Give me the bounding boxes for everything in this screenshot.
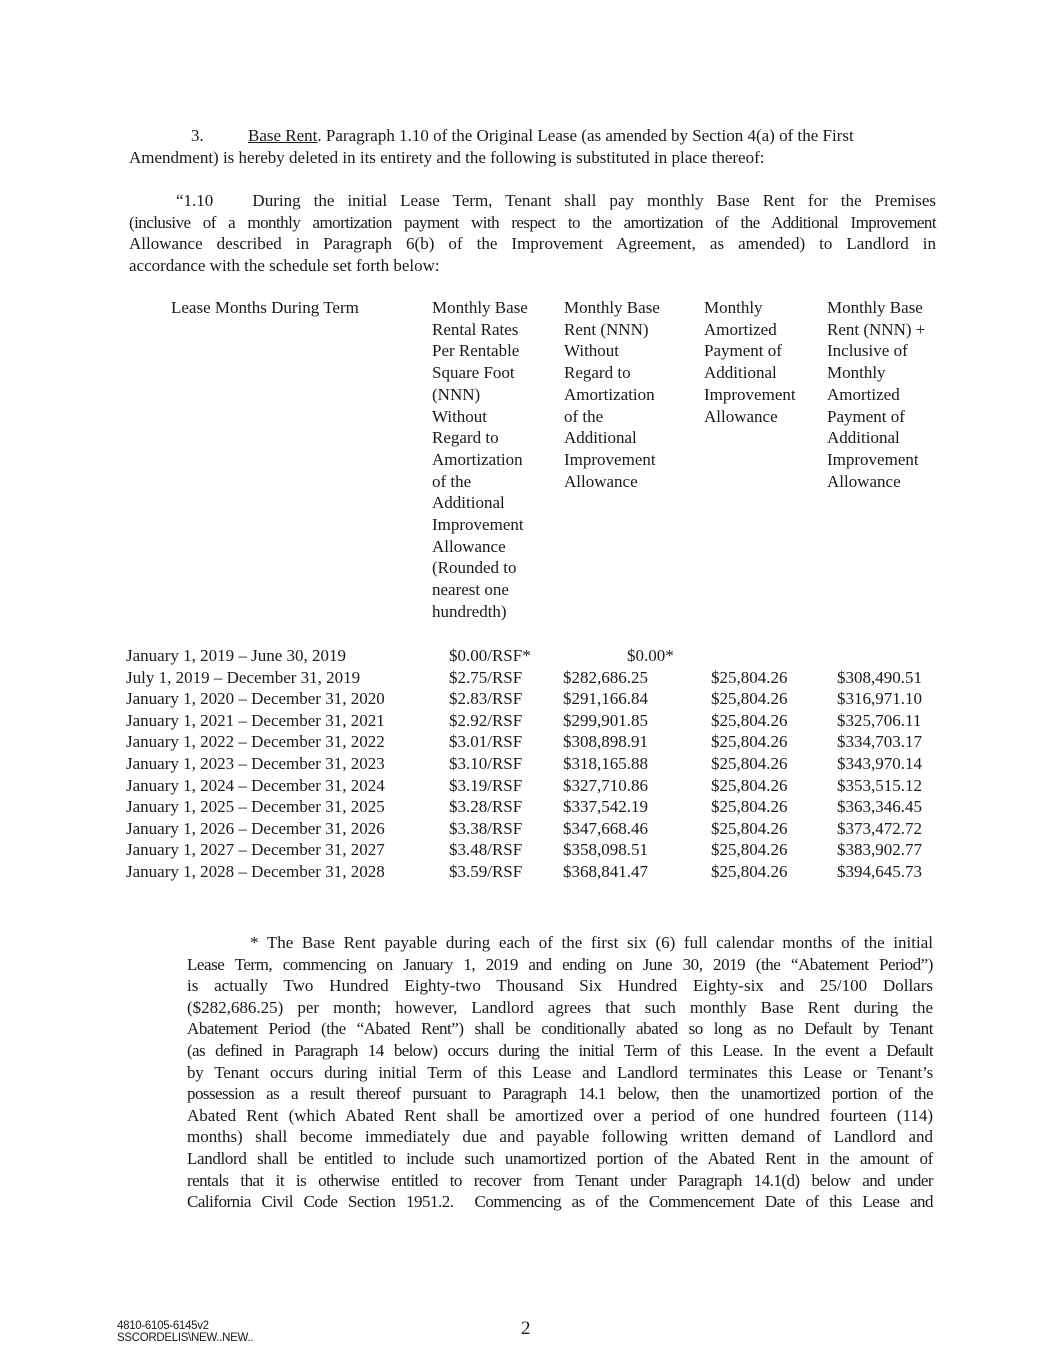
- header-line: Allowance: [432, 536, 506, 556]
- cell-amortized-payment: $25,804.26: [711, 710, 788, 730]
- header-line: of the: [432, 471, 472, 491]
- paragraph-1-10: [129, 190, 936, 276]
- footnote-line: * The Base Rent payable during each of the first six (6) full calendar months of the initial: [250, 933, 933, 952]
- cell-lease-period: January 1, 2023 – December 31, 2023: [126, 754, 385, 773]
- document-id: [117, 1320, 253, 1344]
- footnote-line: Abatement Period (the “Abated Rent”) shall be conditionally abated so long as no Default by Tenant: [187, 1019, 933, 1039]
- header-line: nearest one: [432, 580, 509, 600]
- header-line: Per Rentable: [432, 341, 520, 361]
- header-line: Without: [564, 341, 620, 361]
- cell-monthly-base-rent: $282,686.25: [563, 667, 648, 687]
- cell-amortized-payment: $25,804.26: [711, 732, 788, 752]
- section-3-intro: [129, 125, 936, 168]
- header-line: Amortization: [564, 384, 655, 404]
- cell-total-monthly-rent: $308,490.51: [837, 667, 922, 687]
- paragraph-line: (inclusive of a monthly amortization payment with respect to the amortization of the Additional Improvement: [129, 212, 936, 232]
- header-line: Regard to: [432, 428, 499, 448]
- header-line: Rental Rates: [432, 319, 519, 339]
- cell-lease-period: January 1, 2027 – December 31, 2027: [126, 840, 385, 860]
- cell-lease-period: January 1, 2021 – December 31, 2021: [126, 710, 385, 730]
- cell-total-monthly-rent: $383,902.77: [837, 840, 922, 860]
- header-line: Monthly Base: [827, 298, 923, 317]
- header-line: Payment of: [827, 406, 905, 426]
- header-line: Monthly Base: [432, 298, 528, 317]
- footnote-line: is actually Two Hundred Eighty-two Thousand Six Hundred Eighty-six and 25/100 Dollars: [187, 976, 933, 996]
- footnote-line: Landlord shall be entitled to include such unamortized portion of the Abated Rent in the amount of: [187, 1148, 933, 1168]
- header-line: Allowance: [704, 406, 778, 426]
- col-header-total-rent: [827, 297, 925, 492]
- cell-monthly-base-rent: $308,898.91: [563, 732, 648, 752]
- footnote-line: California Civil Code Section 1951.2. Commencing as of the Commencement Date of this Lease and: [187, 1192, 933, 1212]
- header-line: Monthly: [704, 298, 763, 317]
- cell-amortized-payment: $25,804.26: [711, 797, 788, 817]
- table-row: [0, 667, 1055, 689]
- cell-total-monthly-rent: $373,472.72: [837, 818, 922, 838]
- table-row: [0, 645, 1055, 667]
- section-intro-rest: . Paragraph 1.10 of the Original Lease (as amended by Section 4(a) of the First: [317, 126, 854, 145]
- section-title: Base Rent: [248, 126, 318, 145]
- cell-total-monthly-rent: $363,346.45: [837, 797, 922, 817]
- table-row: [0, 839, 1055, 861]
- header-line: hundredth): [432, 601, 507, 621]
- header-line: Additional: [704, 363, 777, 383]
- section-number: 3.: [191, 126, 204, 145]
- cell-rate-per-rsf: $3.01/RSF: [449, 732, 523, 752]
- header-line: Square Foot: [432, 363, 515, 383]
- header-line: Improvement: [827, 449, 919, 469]
- cell-monthly-base-rent: $318,165.88: [563, 754, 648, 773]
- header-line: Additional: [564, 428, 637, 448]
- paragraph-line: accordance with the schedule set forth below:: [129, 255, 440, 275]
- header-line: Allowance: [827, 471, 901, 491]
- cell-rate-per-rsf: $3.59/RSF: [449, 862, 523, 881]
- header-line: Additional: [827, 428, 900, 448]
- cell-amortized-payment: $25,804.26: [711, 754, 788, 773]
- table-row: [0, 861, 1055, 883]
- paragraph-line: Allowance described in Paragraph 6(b) of the Improvement Agreement, as amended) to Landlord in: [129, 234, 936, 254]
- footnote-line: ($282,686.25) per month; however, Landlord agrees that such monthly Base Rent during the: [187, 997, 933, 1017]
- table-row: [0, 710, 1055, 732]
- cell-monthly-base-rent: $327,710.86: [563, 775, 648, 795]
- cell-monthly-base-rent: $368,841.47: [563, 862, 648, 881]
- header-line: Amortized: [704, 319, 777, 339]
- cell-total-monthly-rent: $325,706.11: [837, 710, 922, 730]
- col-header-lease-months: [171, 297, 359, 319]
- header-line: Allowance: [564, 471, 638, 491]
- cell-amortized-payment: $25,804.26: [711, 862, 788, 881]
- cell-monthly-base-rent: $299,901.85: [563, 710, 648, 730]
- cell-lease-period: July 1, 2019 – December 31, 2019: [126, 667, 361, 687]
- cell-amortized-payment: $25,804.26: [711, 667, 788, 687]
- header-line: Without: [432, 406, 488, 426]
- cell-lease-period: January 1, 2028 – December 31, 2028: [126, 862, 385, 881]
- cell-total-monthly-rent: $316,971.10: [837, 689, 922, 709]
- cell-amortized-payment: $25,804.26: [711, 818, 788, 838]
- paragraph-line: “1.10 During the initial Lease Term, Tenant shall pay monthly Base Rent for the Premises: [176, 191, 936, 210]
- footnote-line: Lease Term, commencing on January 1, 2019 and ending on June 30, 2019 (the “Abatement Period”): [187, 954, 933, 974]
- cell-lease-period: January 1, 2020 – December 31, 2020: [126, 689, 385, 709]
- cell-rate-per-rsf: $3.28/RSF: [449, 797, 523, 817]
- footnote-line: rentals that it is otherwise entitled to recover from Tenant under Paragraph 14.1(d) below and under: [187, 1170, 933, 1190]
- footnote-line: Abated Rent (which Abated Rent shall be amortized over a period of one hundred fourteen (114): [187, 1105, 933, 1125]
- doc-number: 4810-6105-6145v2: [117, 1320, 209, 1332]
- table-row: [0, 688, 1055, 710]
- cell-monthly-base-rent: $337,542.19: [563, 797, 648, 817]
- cell-monthly-base-rent: $0.00*: [627, 646, 674, 665]
- header-line: Improvement: [704, 384, 796, 404]
- cell-amortized-payment: $25,804.26: [711, 775, 788, 795]
- col-header-rate-per-rsf: [432, 297, 528, 623]
- header-line: Additional: [432, 493, 505, 513]
- cell-total-monthly-rent: $353,515.12: [837, 775, 922, 795]
- cell-lease-period: January 1, 2019 – June 30, 2019: [126, 646, 347, 665]
- header-line: Lease Months During Term: [171, 298, 359, 317]
- footnote: [187, 932, 933, 1213]
- header-line: Improvement: [432, 515, 524, 535]
- header-line: of the: [564, 406, 604, 426]
- table-row: [0, 796, 1055, 818]
- cell-rate-per-rsf: $3.10/RSF: [449, 754, 523, 773]
- cell-total-monthly-rent: $334,703.17: [837, 732, 922, 752]
- table-row: [0, 753, 1055, 775]
- cell-monthly-base-rent: $358,098.51: [563, 840, 648, 860]
- header-line: Rent (NNN) +: [827, 319, 926, 339]
- cell-amortized-payment: $25,804.26: [711, 840, 788, 860]
- cell-rate-per-rsf: $3.38/RSF: [449, 818, 523, 838]
- header-line: Amortization: [432, 449, 523, 469]
- cell-total-monthly-rent: $343,970.14: [837, 754, 922, 773]
- cell-lease-period: January 1, 2022 – December 31, 2022: [126, 732, 385, 752]
- header-line: Inclusive of: [827, 341, 908, 361]
- page-number: 2: [521, 1318, 531, 1339]
- cell-rate-per-rsf: $2.75/RSF: [449, 667, 523, 687]
- header-line: (NNN): [432, 384, 481, 404]
- footnote-line: possession as a result thereof pursuant to Paragraph 14.1 below, then the unamortized portion of the: [187, 1084, 933, 1104]
- footnote-line: months) shall become immediately due and payable following written demand of Landlord and: [187, 1127, 933, 1147]
- cell-lease-period: January 1, 2025 – December 31, 2025: [126, 797, 385, 817]
- footnote-line: (as defined in Paragraph 14 below) occurs during the initial Term of this Lease. In the event a Default: [187, 1040, 933, 1060]
- header-line: Rent (NNN): [564, 319, 649, 339]
- header-line: Amortized: [827, 384, 900, 404]
- section-intro-line2: Amendment) is hereby deleted in its entirety and the following is substituted in place thereof:: [129, 147, 765, 167]
- header-line: Monthly Base: [564, 298, 660, 317]
- cell-monthly-base-rent: $347,668.46: [563, 818, 648, 838]
- header-line: (Rounded to: [432, 558, 517, 578]
- table-row: [0, 818, 1055, 840]
- header-line: Improvement: [564, 449, 656, 469]
- cell-total-monthly-rent: $394,645.73: [837, 862, 922, 881]
- table-row: [0, 731, 1055, 753]
- header-line: Monthly: [827, 363, 886, 383]
- col-header-monthly-base-rent: [564, 297, 660, 492]
- cell-rate-per-rsf: $3.48/RSF: [449, 840, 523, 860]
- table-row: [0, 775, 1055, 797]
- doc-path: SSCORDELIS\NEW..NEW..: [117, 1332, 254, 1344]
- header-line: Regard to: [564, 363, 631, 383]
- cell-amortized-payment: $25,804.26: [711, 689, 788, 709]
- cell-rate-per-rsf: $3.19/RSF: [449, 775, 523, 795]
- cell-rate-per-rsf: $2.83/RSF: [449, 689, 523, 709]
- cell-lease-period: January 1, 2024 – December 31, 2024: [126, 775, 385, 795]
- header-line: Payment of: [704, 341, 782, 361]
- cell-rate-per-rsf: $0.00/RSF*: [449, 646, 531, 665]
- cell-monthly-base-rent: $291,166.84: [563, 689, 648, 709]
- col-header-amortized-payment: [704, 297, 796, 427]
- cell-rate-per-rsf: $2.92/RSF: [449, 710, 523, 730]
- cell-lease-period: January 1, 2026 – December 31, 2026: [126, 818, 385, 838]
- footnote-line: by Tenant occurs during initial Term of this Lease and Landlord terminates this Lease or Tenant’s: [187, 1062, 933, 1082]
